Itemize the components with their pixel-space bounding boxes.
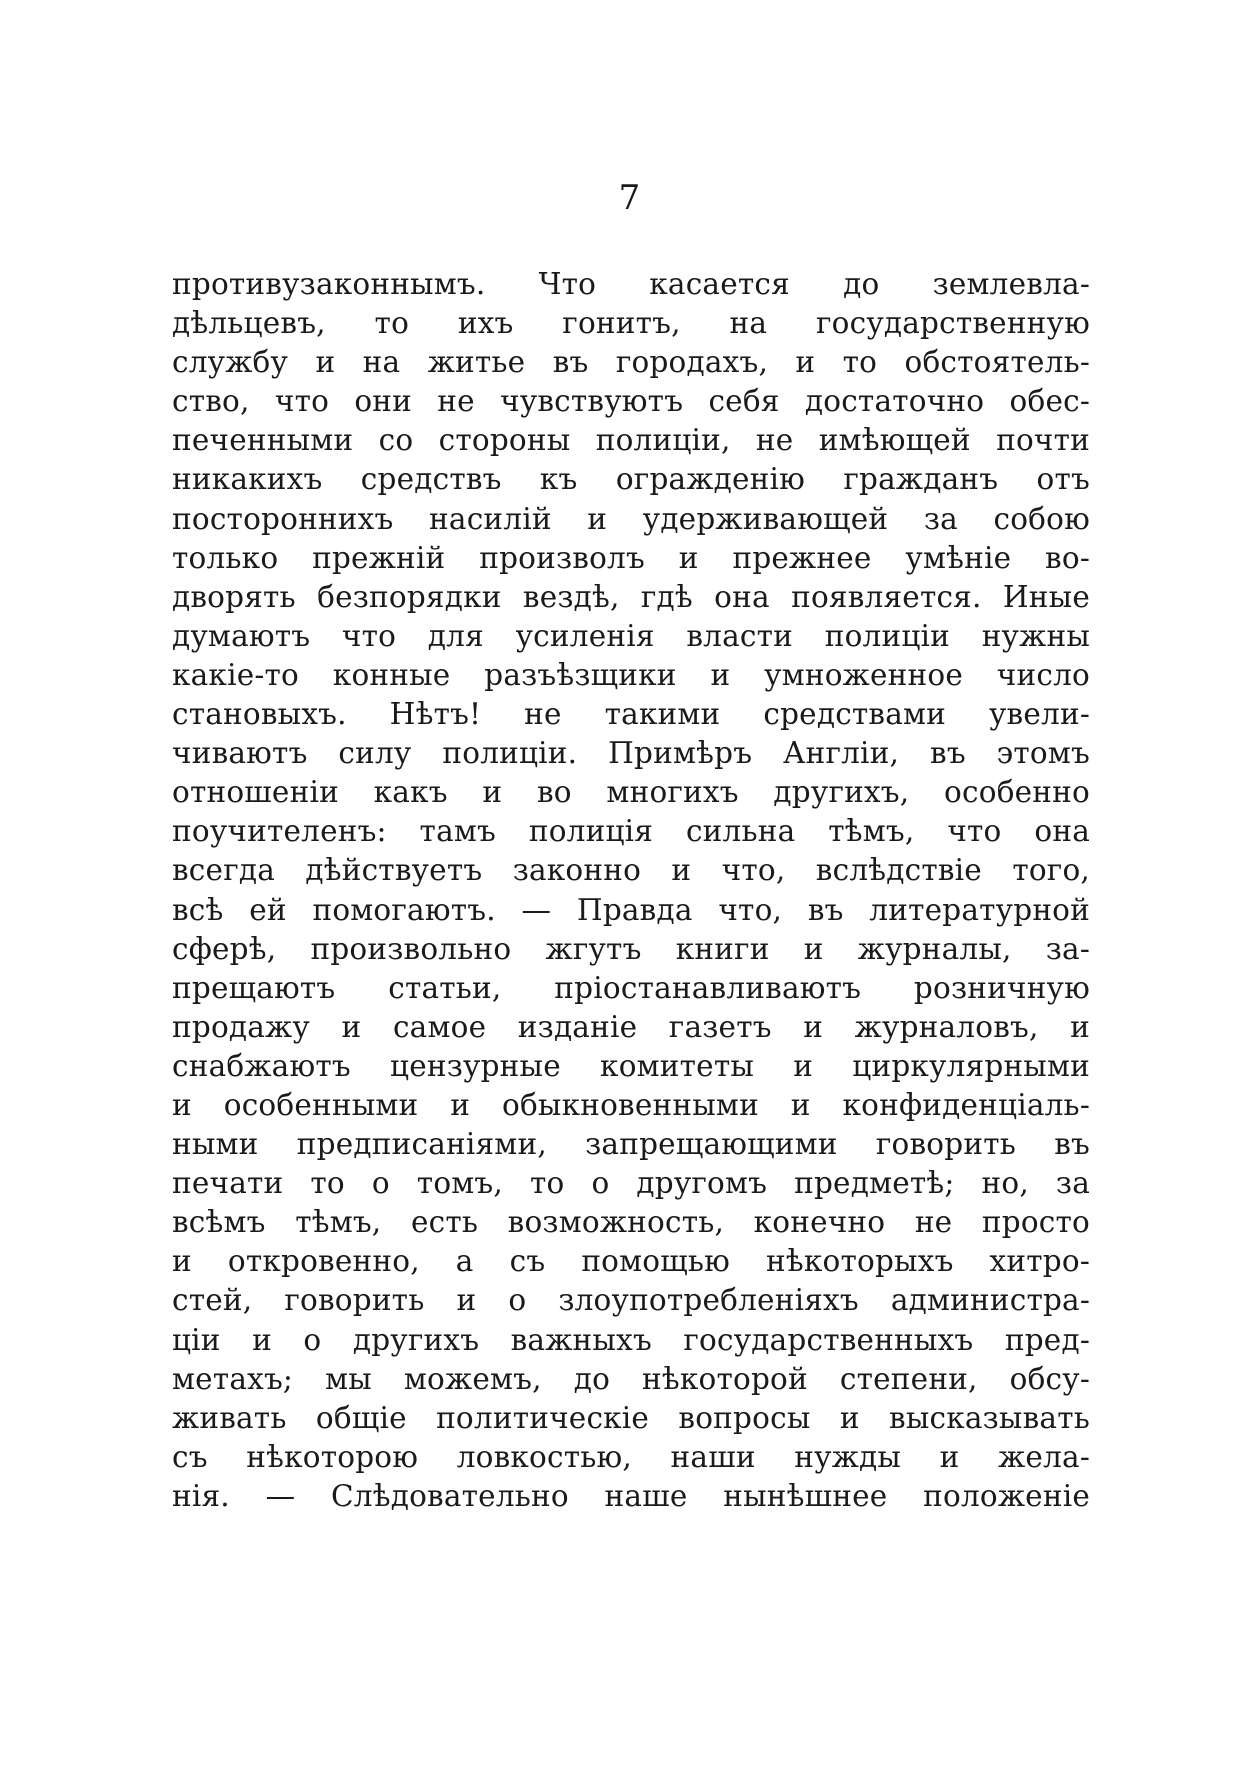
page-number: 7 — [618, 178, 641, 218]
text-line: ство, что они не чувствуютъ себя достаточно обес- — [172, 384, 1090, 419]
text-line: какіе-то конные разъѣзщики и умноженное число — [172, 657, 1090, 692]
text-line: прещаютъ статьи, пріостанавливаютъ розничную — [172, 970, 1090, 1005]
text-line: отношеніи какъ и во многихъ другихъ, особенно — [172, 775, 1090, 810]
text-line: поучителенъ: тамъ полиція сильна тѣмъ, что она — [172, 814, 1090, 849]
text-line: ными предписаніями, запрещающими говорить въ — [172, 1127, 1090, 1162]
text-line: дворять безпорядки вездѣ, гдѣ она появляется. Иные — [172, 579, 1090, 614]
text-line: продажу и самое изданіе газетъ и журналовъ, и — [172, 1009, 1090, 1044]
text-line: сферѣ, произвольно жгутъ книги и журналы, за- — [172, 931, 1090, 966]
text-line: дѣльцевъ, то ихъ гонитъ, на государственную — [172, 306, 1090, 341]
text-line: и особенными и обыкновенными и конфиденціаль- — [172, 1087, 1090, 1122]
text-line: всѣмъ тѣмъ, есть возможность, конечно не просто — [172, 1205, 1090, 1240]
text-line: съ нѣкоторою ловкостью, наши нужды и жела- — [172, 1439, 1090, 1474]
text-line: метахъ; мы можемъ, до нѣкоторой степени, обсу- — [172, 1361, 1090, 1396]
text-line: и откровенно, а съ помощью нѣкоторыхъ хитро- — [172, 1244, 1090, 1279]
text-line: думаютъ что для усиленія власти полиціи нужны — [172, 618, 1090, 653]
body-text — [172, 265, 1090, 1516]
text-line: никакихъ средствъ къ огражденію гражданъ отъ — [172, 462, 1090, 497]
text-line: чиваютъ силу полиціи. Примѣръ Англіи, въ этомъ — [172, 736, 1090, 771]
text-line: всегда дѣйствуетъ законно и что, вслѣдствіе того, — [172, 853, 1090, 888]
text-line: нія. — Слѣдовательно наше нынѣшнее положеніе — [172, 1478, 1090, 1513]
text-line: стей, говорить и о злоупотребленіяхъ администра- — [172, 1283, 1090, 1318]
text-line: противузаконнымъ. Что касается до землевла- — [172, 267, 1090, 301]
text-line: печенными со стороны полиціи, не имѣющей почти — [172, 423, 1090, 458]
text-line: снабжаютъ цензурные комитеты и циркулярными — [172, 1048, 1090, 1083]
text-line: печати то о томъ, то о другомъ предметѣ; но, за — [172, 1166, 1090, 1201]
text-line: постороннихъ насилій и удерживающей за собою — [172, 501, 1090, 536]
text-line: службу и на житье въ городахъ, и то обстоятель- — [172, 345, 1090, 380]
text-line: живать общіе политическіе вопросы и высказывать — [172, 1400, 1090, 1435]
text-line: всѣ ей помогаютъ. — Правда что, въ литературной — [172, 892, 1090, 927]
text-line: только прежній произволъ и прежнее умѣніе во- — [172, 540, 1090, 575]
text-line: ціи и о другихъ важныхъ государственныхъ пред- — [172, 1322, 1090, 1357]
text-line: становыхъ. Нѣтъ! не такими средствами увели- — [172, 697, 1090, 732]
